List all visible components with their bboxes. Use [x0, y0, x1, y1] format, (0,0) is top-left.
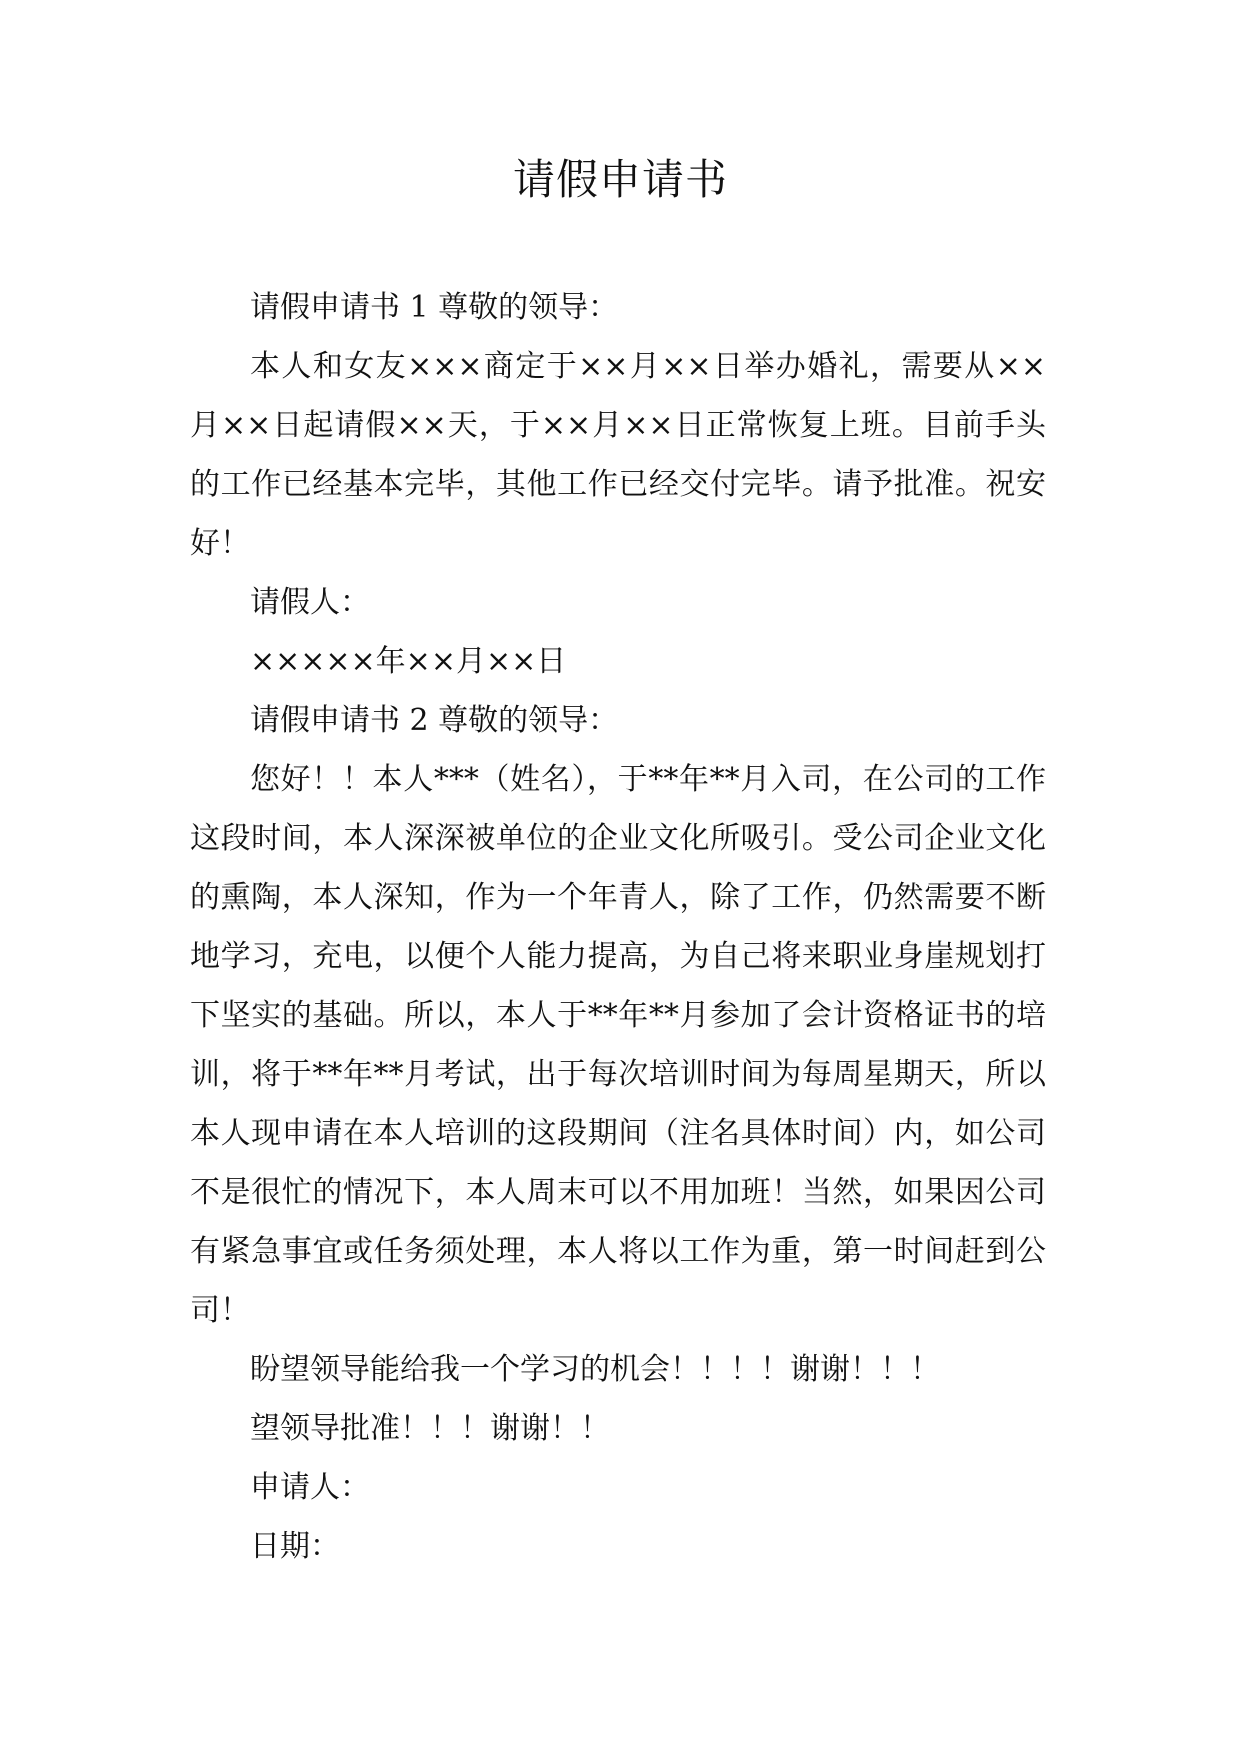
document-body	[190, 278, 1046, 1576]
applicant-label: 申请人：	[250, 1470, 370, 1505]
closing-line-2: 望领导批准！！！谢谢！！	[250, 1411, 610, 1446]
document-title: 请假申请书	[512, 155, 728, 204]
salutation-1: 请假申请书 1 尊敬的领导：	[250, 290, 619, 325]
date-line-1: ×××××年××月××日	[250, 644, 567, 679]
closing-line-1: 盼望领导能给我一个学习的机会！！！！谢谢！！！	[250, 1352, 940, 1387]
signature-label-1: 请假人：	[250, 585, 370, 620]
body-paragraph-1: 本人和女友×××商定于××月××日举办婚礼，需要从××月××日起请假××天，于××月××日正常恢复上班。目前手头的工作已经基本完毕，其他工作已经交付完毕。请予批准。祝安好！	[190, 349, 1046, 561]
body-paragraph-2: 您好！！本人***（姓名），于**年**月入司，在公司的工作这段时间，本人深深被单位的企业文化所吸引。受公司企业文化的熏陶，本人深知，作为一个年青人，除了工作，仍然需要不断地学习，充电，以便个人能力提高，为自己将来职业身崖规划打下坚实的基础。所以，本人于**年**月参加了会计资格证书的培训，将于**年**月考试，出于每次培训时间为每周星期天，所以本人现申请在本人培训的这段期间（注名具体时间）内，如公司不是很忙的情况下，本人周末可以不用加班！当然，如果因公司有紧急事宜或任务须处理，本人将以工作为重，第一时间赶到公司！	[190, 762, 1046, 1328]
date-label: 日期：	[250, 1529, 340, 1564]
salutation-2: 请假申请书 2 尊敬的领导：	[250, 703, 619, 738]
